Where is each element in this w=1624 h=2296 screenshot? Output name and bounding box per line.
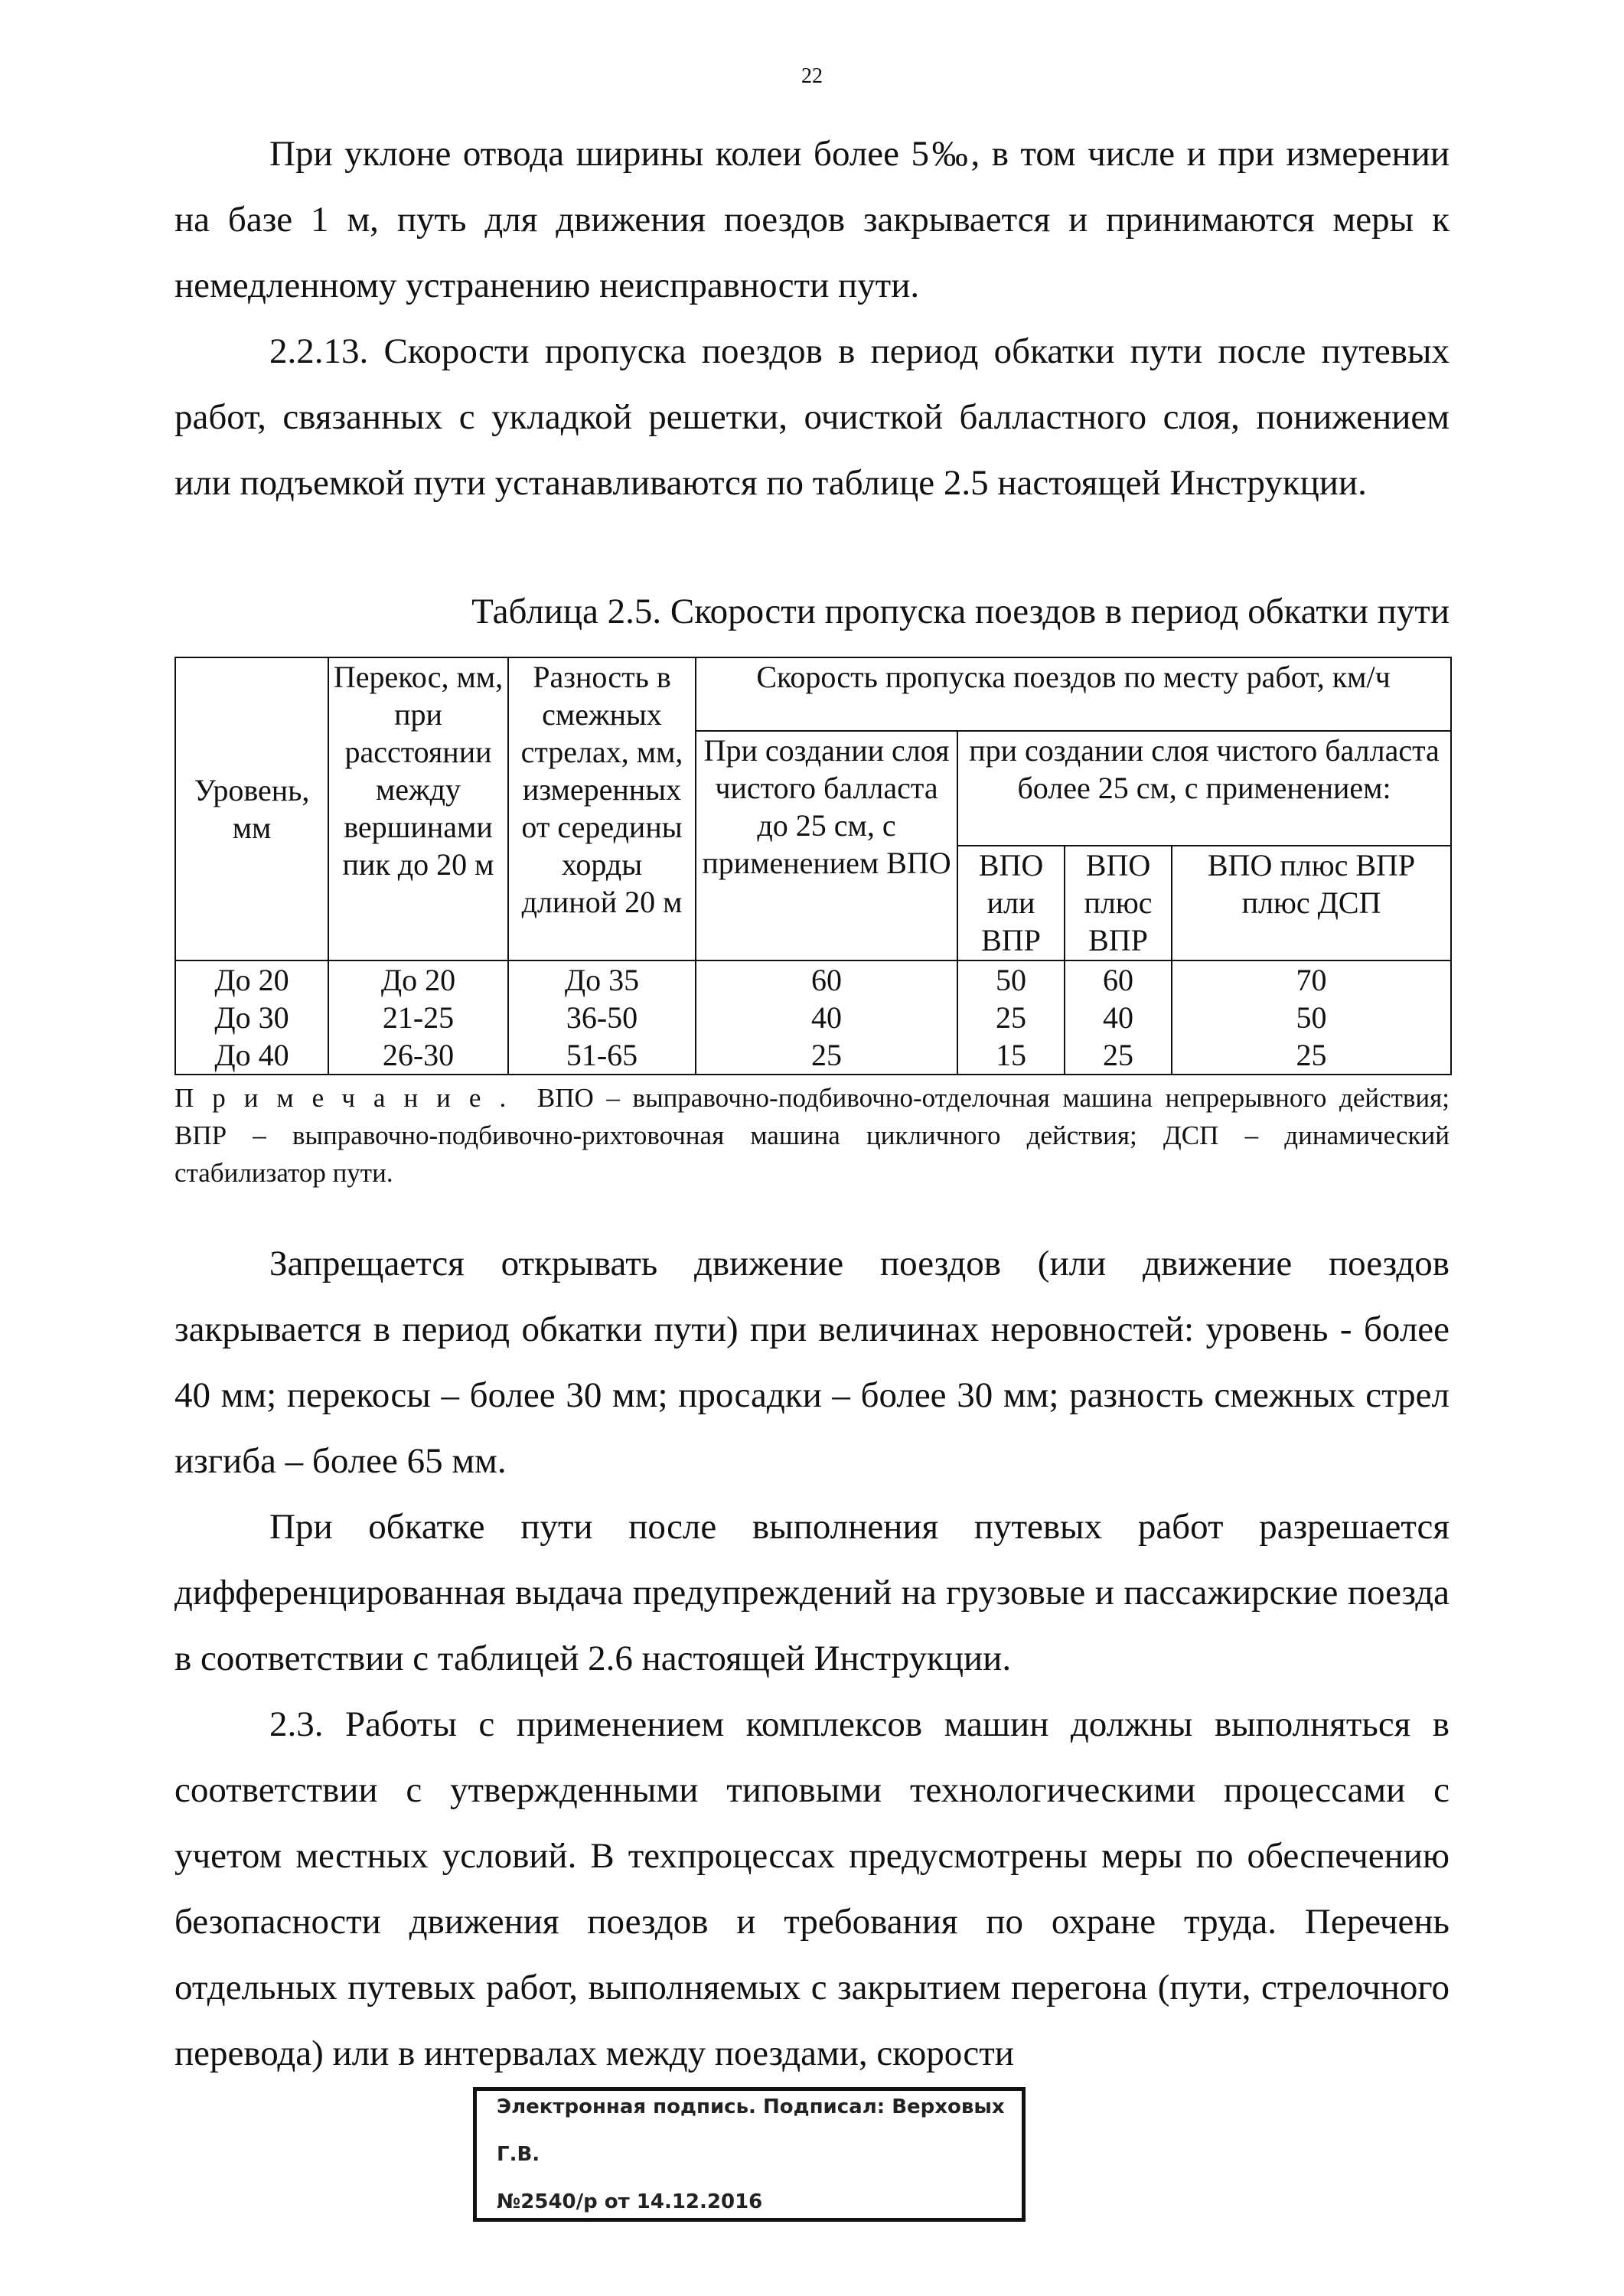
table-row [175,1036,1451,1075]
header-vpo-vpr-dsp: ВПО плюс ВПР плюс ДСП [1172,846,1451,960]
cell-skew: 26-30 [328,1036,508,1075]
cell-vpo-vpr-dsp: 25 [1172,1036,1451,1075]
cell-diff: 51-65 [508,1036,696,1075]
cell-vpo-vpr-dsp: 50 [1172,999,1451,1036]
cell-speed-upto25: 60 [696,960,957,999]
body-text-bottom [174,1231,1450,2086]
cell-vpo-plus-vpr: 25 [1065,1036,1172,1075]
signature-line: №2540/р от 14.12.2016 [497,2190,763,2213]
page-number: 22 [801,64,823,88]
cell-level: До 40 [175,1036,328,1075]
cell-vpo-or-vpr: 50 [957,960,1065,999]
header-skew: Перекос, мм, при расстоянии между вершинами пик до 20 м [328,657,508,960]
header-vpo-or-vpr: ВПО или ВПР [957,846,1065,960]
speed-table [174,657,1452,1075]
cell-diff: 36-50 [508,999,696,1036]
header-diff: Разность в смежных стрелах, мм, измеренных от середины хорды длиной 20 м [508,657,696,960]
paragraph: 2.3. Работы с применением комплексов машин должны выполняться в соответствии с утвержденными типовыми технологическими процессами с учетом местных условий. В техпроцессах предусмотрены меры по обеспечению безопасности движения поездов и требования по охране труда. Перечень отдельных путевых работ, выполняемых с закрытием перегона (пути, стрелочного перевода) или в интервалах между поездами, скорости [174,1704,1450,2073]
paragraph: 2.2.13. Скорости пропуска поездов в период обкатки пути после путевых работ, связанных с укладкой решетки, очисткой балластного слоя, понижением или подъемкой пути устанавливаются по таблице 2.5 настоящей Инструкции. [174,331,1450,503]
cell-vpo-plus-vpr: 60 [1065,960,1172,999]
header-vpo-plus-vpr: ВПО плюс ВПР [1065,846,1172,960]
table-row [175,960,1451,999]
note-text: ВПО – выправочно-подбивочно-отделочная машина непрерывного действия; ВПР – выправочно-подбивочно-рихтовочная машина цикличного действия; ДСП – динамический стабилизатор пути. [174,1083,1450,1188]
paragraph: При обкатке пути после выполнения путевых работ разрешается дифференцированная выдача предупреждений на грузовые и пассажирские поезда в соответствии с таблицей 2.6 настоящей Инструкции. [174,1507,1450,1678]
table-row [175,999,1451,1036]
cell-vpo-or-vpr: 25 [957,999,1065,1036]
table-note [174,1079,1450,1192]
cell-level: До 20 [175,960,328,999]
cell-skew: До 20 [328,960,508,999]
body-text-top [174,121,1450,516]
note-label: Примечание. [174,1083,525,1113]
header-level: Уровень, мм [175,657,328,960]
header-speed: Скорость пропуска поездов по месту работ, км/ч [696,657,1451,731]
paragraph: При уклоне отвода ширины колеи более 5‰, в том числе и при измерении на базе 1 м, путь для движения поездов закрывается и принимаются меры к немедленному устранению неисправности пути. [174,134,1450,305]
header-speed-over25: при создании слоя чистого балласта более 25 см, с применением: [957,731,1451,846]
cell-skew: 21-25 [328,999,508,1036]
cell-vpo-vpr-dsp: 70 [1172,960,1451,999]
electronic-signature-stamp [473,2087,1026,2222]
header-speed-upto25: При создании слоя чистого балласта до 25 см, с применением ВПО [696,731,957,960]
cell-speed-upto25: 25 [696,1036,957,1075]
cell-vpo-plus-vpr: 40 [1065,999,1172,1036]
cell-speed-upto25: 40 [696,999,957,1036]
cell-level: До 30 [175,999,328,1036]
paragraph: Запрещается открывать движение поездов (или движение поездов закрывается в период обкатки пути) при величинах неровностей: уровень - более 40 мм; перекосы – более 30 мм; просадки – более 30 мм; разность смежных стрел изгиба – более 65 мм. [174,1244,1450,1481]
cell-diff: До 35 [508,960,696,999]
signature-line: Электронная подпись. Подписал: Верховых Г.В. [497,2095,1005,2166]
cell-vpo-or-vpr: 15 [957,1036,1065,1075]
table-caption: Таблица 2.5. Скорости пропуска поездов в период обкатки пути [471,592,1450,631]
